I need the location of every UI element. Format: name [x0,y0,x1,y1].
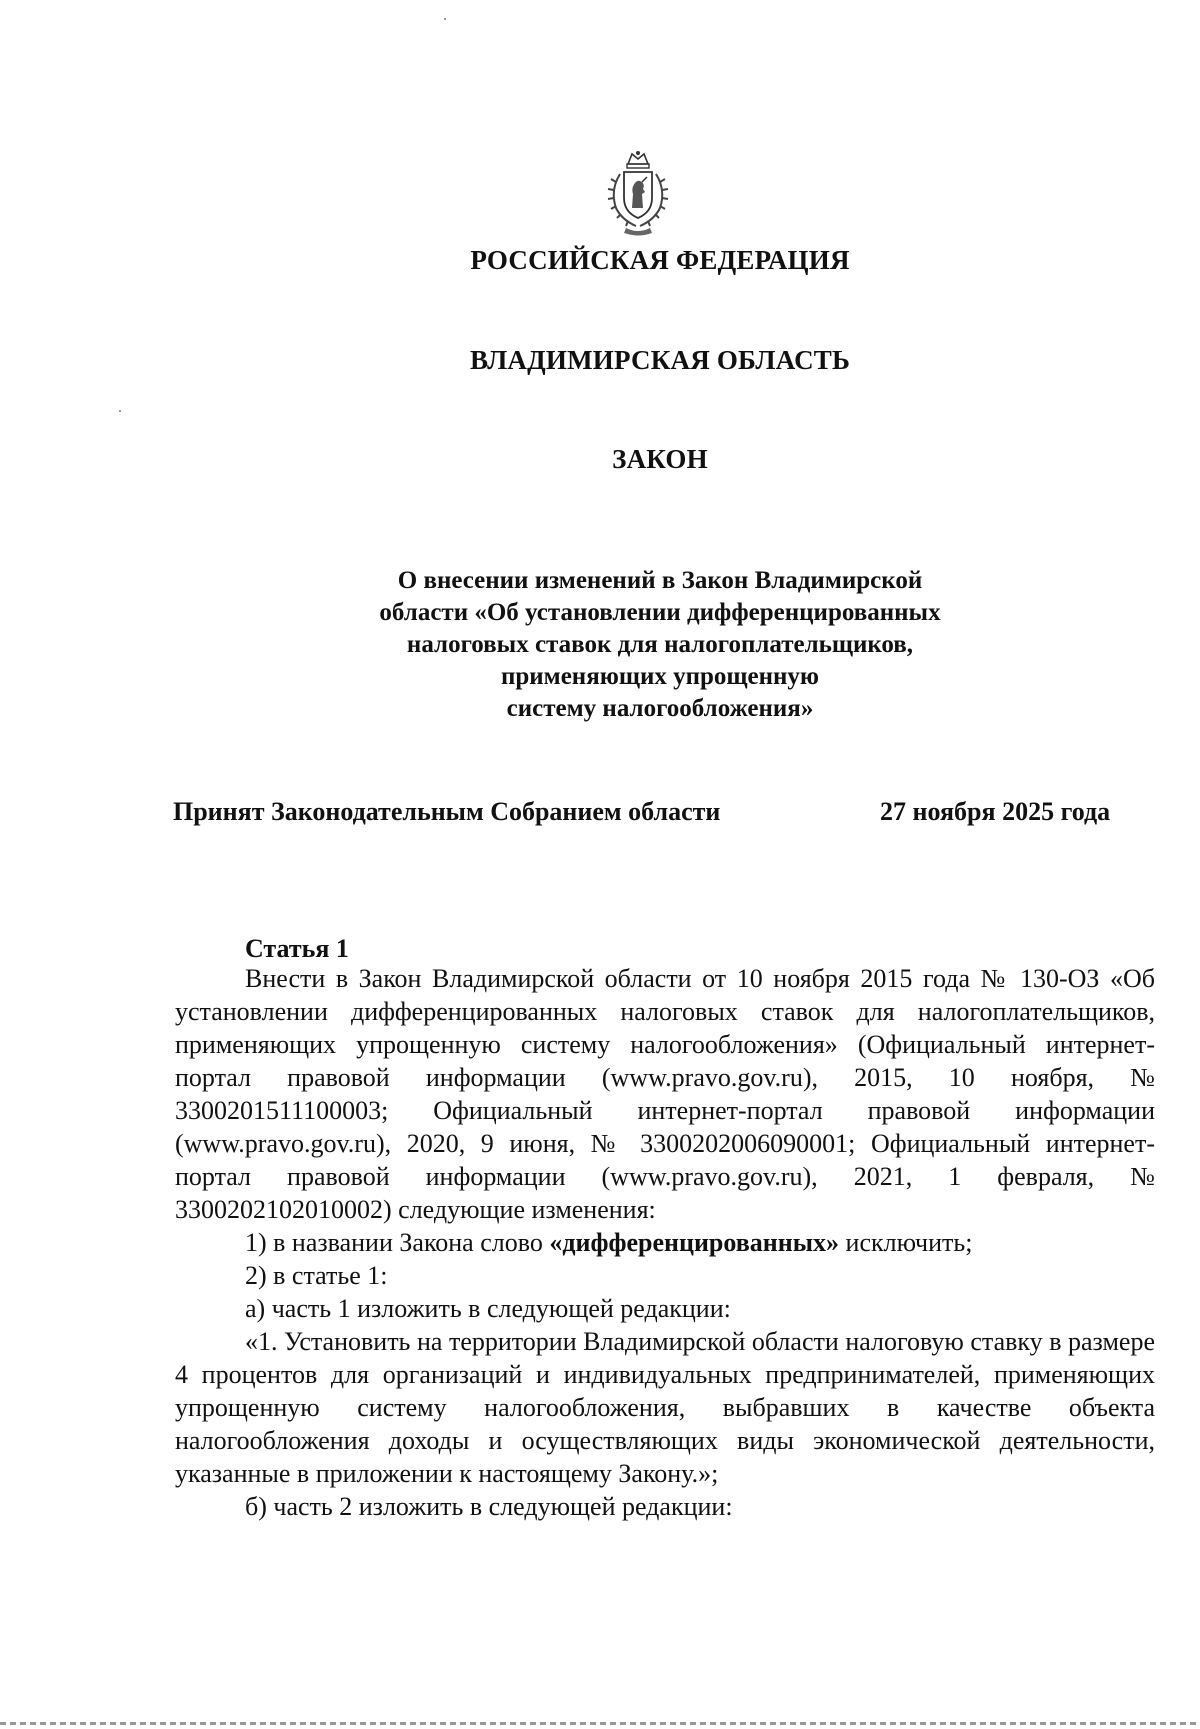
article-body [175,962,1155,1523]
scan-artifact [444,18,446,20]
law-title-line: систему налогообложения» [506,695,814,722]
country-heading: РОССИЙСКАЯ ФЕДЕРАЦИЯ [470,245,850,275]
region-heading: ВЛАДИМИРСКАЯ ОБЛАСТЬ [469,345,851,375]
law-title-line: О внесении изменений в Закон Владимирской [397,567,923,594]
document-type-heading: ЗАКОН [612,444,708,474]
scan-artifact [119,410,121,412]
amendment-quote-part-1: «1. Установить на территории Владимирской области налоговую ставку в размере 4 процентов для организаций и индивидуальных предпринимателей, применяющих упрощенную систему налогообложения, выбравших в качестве объекта налогообложения доходы и осуществляющих виды экономической деятельности, указанные в приложении к настоящему Закону.»; [175,1327,1155,1488]
adopted-by: Принят Законодательным Собранием области [173,797,721,826]
law-title-line: области «Об установлении дифференцированных [379,599,941,626]
amendment-item-1 [175,1226,1155,1259]
amendment-item-2: 2) в статье 1: [245,1261,388,1290]
amendment-item-2a: а) часть 1 изложить в следующей редакции: [245,1294,731,1323]
amendment-item-1-bold-word: «дифференцированных» [549,1228,840,1257]
amendment-item-2b: б) часть 2 изложить в следующей редакции: [245,1492,733,1521]
law-title-line: применяющих упрощенную [500,663,820,690]
article-intro-paragraph: Внести в Закон Владимирской области от 10 ноября 2015 года № 130-ОЗ «Об установлении дифференцированных налоговых ставок для налогоплательщиков, применяющих упрощенную систему налогообложения» (Официальный интернет-портал правовой информации (www.pravo.gov.ru), 2015, 10 ноября, № 3300201511100003; Официальный интернет-портал правовой информации (www.pravo.gov.ru), 2020, 9 июня, № 3300202006090001; Официальный интернет-портал правовой информации (www.pravo.gov.ru), 2021, 1 февраля, № 3300202102010002) следующие изменения: [175,964,1155,1224]
amendment-item-1-suffix: исключить; [839,1228,973,1257]
law-title [300,565,1020,725]
vladimir-region-coat-of-arms-icon [602,150,674,236]
amendment-item-1-prefix: 1) в названии Закона слово [245,1228,550,1257]
adoption-date: 27 ноября 2025 года [880,797,1111,826]
law-title-line: налоговых ставок для налогоплательщиков, [406,631,914,658]
scan-edge-line [0,1722,1200,1725]
article-heading: Статья 1 [245,934,349,963]
